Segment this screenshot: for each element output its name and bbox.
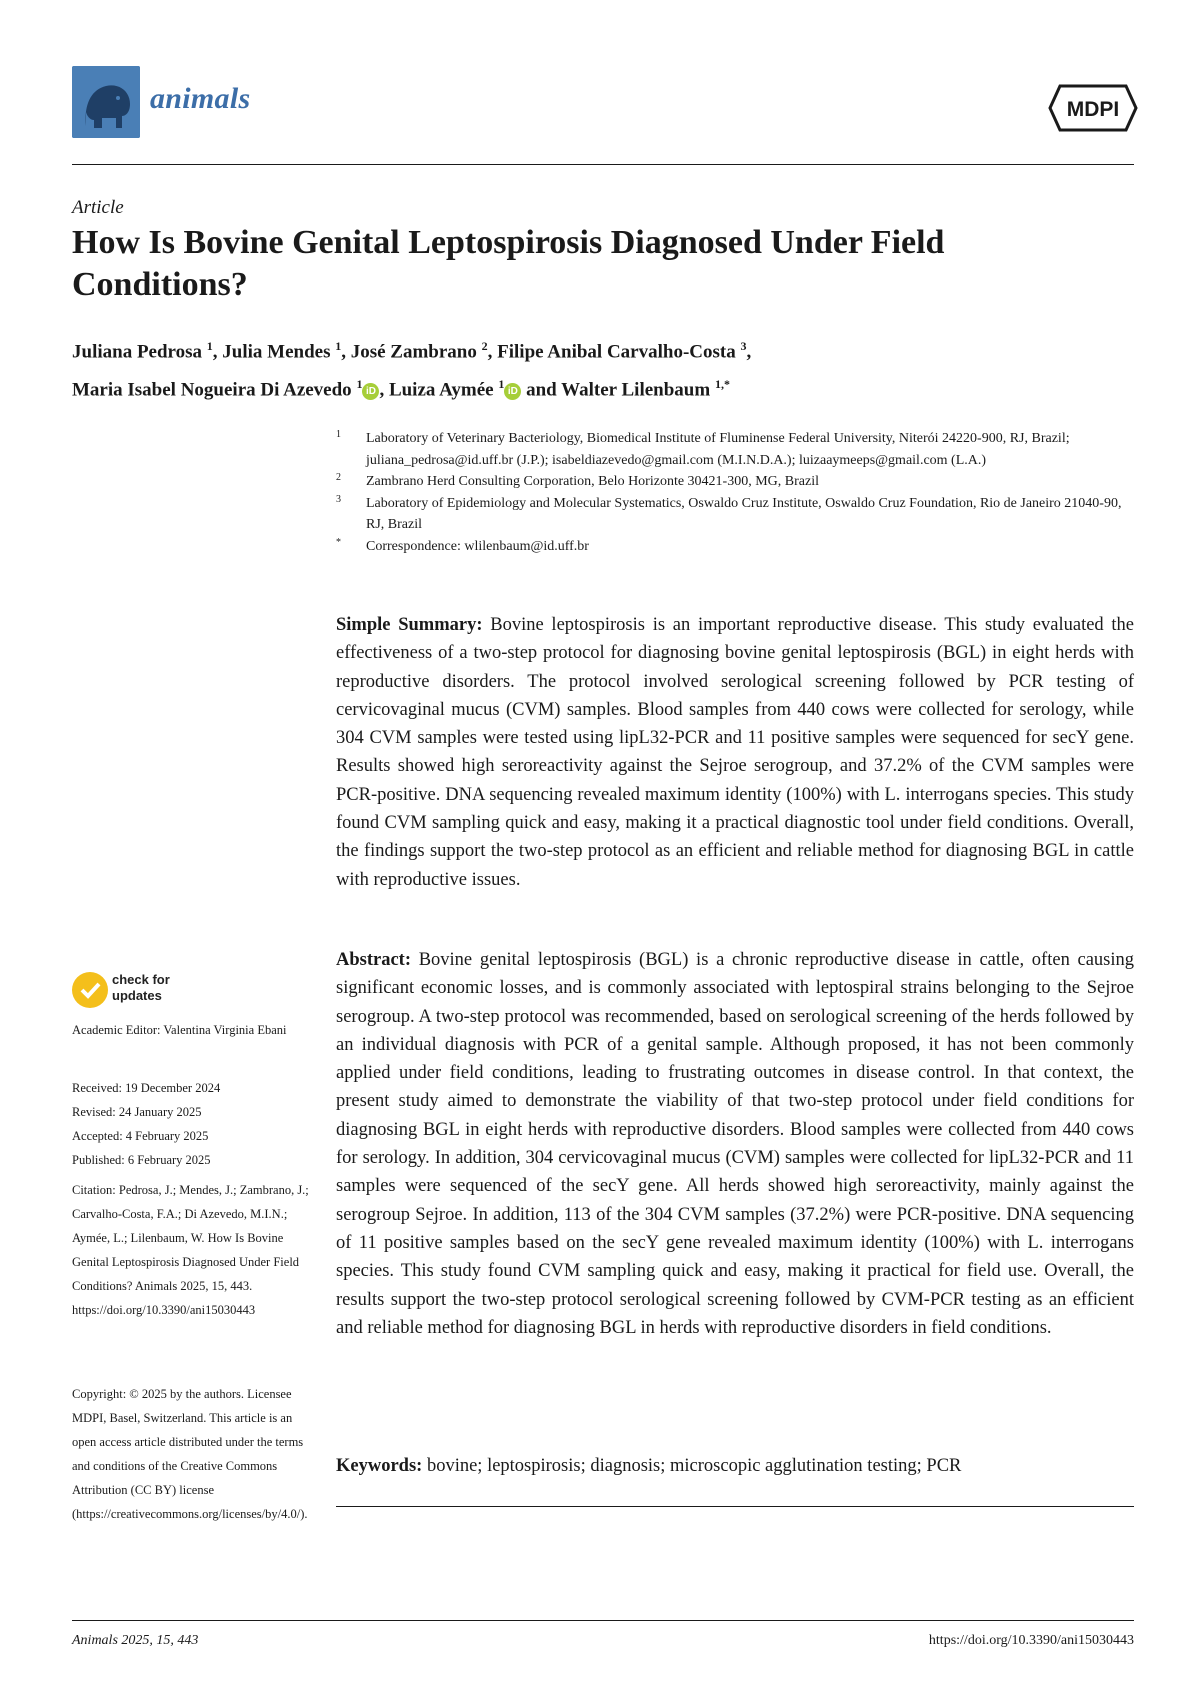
affiliation-text: Zambrano Herd Consulting Corporation, Belo Horizonte 30421-300, MG, Brazil (366, 474, 819, 489)
footer-citation: Animals 2025, 15, 443 (72, 1633, 199, 1648)
check-icon (72, 972, 108, 1008)
author-name[interactable]: Walter Lilenbaum (561, 379, 711, 401)
article-title: How Is Bovine Genital Leptospirosis Diagnosed Under Field Conditions? (72, 224, 945, 303)
keywords (336, 1452, 1134, 1480)
affiliation-marker: 1 (206, 339, 213, 353)
author-connector: and (526, 379, 557, 401)
orcid-icon[interactable]: iD (362, 383, 379, 400)
affiliation-number: 1 (336, 429, 341, 440)
author-name[interactable]: José Zambrano (350, 341, 477, 363)
keywords-divider (336, 1506, 1134, 1507)
affiliation-marker: 1 (356, 377, 363, 392)
publication-dates (72, 1076, 312, 1172)
abstract (336, 946, 1134, 1342)
date-published: Published: 6 February 2025 (72, 1153, 211, 1167)
simple-summary-text: Bovine leptospirosis is an important reproductive disease. This study evaluated the effectiveness of a two-step protocol for diagnosing bovine genital leptospirosis (BGL) in eight herds with reproductive disorders. The protocol involved serological screening followed by PCR testing of cervicovaginal mucus (CVM) samples. Blood samples from 440 cows were collected for serology, while 304 CVM samples were tested using lipL32-PCR and 11 positive samples were sequenced for secY gene. Results showed high seroreactivity against the Sejroe serogroup, and 37.2% of the CVM samples were PCR-positive. DNA sequencing revealed maximum identity (100%) with L. interrogans species. This study found CVM sampling quick and easy, making it a practical diagnostic tool under field conditions. Overall, the findings support the two-step protocol as an efficient and reliable method for diagnosing BGL in cattle with reproductive issues. (336, 615, 1135, 890)
mdpi-logo-text: MDPI (1066, 98, 1120, 121)
mdpi-logo[interactable] (1048, 80, 1138, 136)
simple-summary (336, 611, 1134, 894)
footer-doi-link[interactable]: https://doi.org/10.3390/ani15030443 (928, 1633, 1134, 1648)
journal-logo (72, 66, 140, 138)
author-name[interactable]: Filipe Anibal Carvalho-Costa (497, 341, 736, 363)
affiliation-item (336, 428, 1136, 471)
header-divider (72, 164, 1134, 165)
affiliation-marker: 3 (740, 339, 747, 353)
academic-editor: Academic Editor: Valentina Virginia Ebani (72, 1023, 287, 1037)
footer-divider (72, 1620, 1134, 1621)
affiliation-marker: 1 (498, 377, 505, 392)
correspondence-text[interactable]: Correspondence: wlilenbaum@id.uff.br (366, 538, 589, 554)
abstract-text: Bovine genital leptospirosis (BGL) is a chronic reproductive disease in cattle, often causing significant economic losses, and is commonly associated with leptospiral strains belonging to the Sejroe serogroup. A two-step protocol was recommended, based on serological screening of the herds followed by an individual diagnosis with PCR of a genital sample. Although proposed, it has not been commonly applied under field conditions, leading to frustrating outcomes in disease control. In that context, the present study aimed to demonstrate the viability of that two-step protocol under field conditions for diagnosing BGL in eight herds with reproductive disorders. Blood samples were collected from 440 cows for serology. In addition, 304 cervicovaginal mucus (CVM) samples were collected for lipL32-PCR and 11 samples were sequenced of the secY gene. All herds showed high seroreactivity, mainly against the serogroup Sejroe. In addition, 113 of the 304 CVM samples (37.2%) were PCR-positive. DNA sequencing of 11 positive samples based on the secY gene revealed maximum identity (100%) with L. interrogans species. This study found CVM sampling quick and easy, making it practical for field use. Overall, the results support the two-step protocol serological screening followed by CVM-PCR testing as an efficient and reliable method for diagnosing BGL in herds with reproductive disorders in field conditions. (336, 950, 1135, 1338)
affiliation-text: Laboratory of Epidemiology and Molecular Systematics, Oswaldo Cruz Institute, Oswaldo Cruz Foundation, Rio de Janeiro 21040-90, RJ, Brazil (366, 495, 1122, 532)
abstract-label: Abstract: (336, 950, 412, 970)
affiliation-marker: 1,* (714, 377, 730, 392)
affiliation-number: 3 (336, 493, 341, 505)
affiliation-number: * (336, 536, 341, 548)
affiliation-marker: 1 (335, 339, 342, 353)
affiliation-text: Laboratory of Veterinary Bacteriology, Biomedical Institute of Fluminense Federal University, Niterói 24220-900, RJ, Brazil; juliana_pedrosa@id.uff.br (J.P.); isabeldiazevedo@gmail.com (M.I.N.D.A.); luizaaymeeps@gmail.com (L.A.) (366, 431, 1070, 468)
article-type: Article (72, 197, 124, 218)
check-for-updates-text: check for updates (112, 972, 170, 1003)
simple-summary-label: Simple Summary: (336, 615, 483, 635)
affiliation-number: 2 (336, 472, 341, 483)
elephant-logo-icon (72, 66, 140, 138)
keywords-label: Keywords: (336, 1456, 423, 1476)
author-name[interactable]: Luiza Aymée (388, 379, 494, 401)
author-name[interactable]: Julia Mendes (222, 341, 331, 363)
author-name[interactable]: Juliana Pedrosa (72, 341, 203, 363)
date-received: Received: 19 December 2024 (72, 1081, 221, 1095)
author-list: Juliana Pedrosa $^1$, Julia Mendes $^1$, José Zambrano $^2$, Filipe Anibal Carvalho-Costa $^3$, Maria Isabel Nogueira Di Azevedo $^1$ iD , Luiza Aymée $^1$ iD and Walter Lilenbaum $^{1,*}$ (72, 339, 752, 401)
correspondence-item (336, 536, 1136, 558)
affiliation-item (336, 471, 1136, 493)
date-accepted: Accepted: 4 February 2025 (72, 1129, 209, 1143)
affiliation-marker: 2 (481, 339, 488, 353)
date-revised: Revised: 24 January 2025 (72, 1105, 202, 1119)
affiliations (336, 428, 1136, 557)
keywords-text: bovine; leptospirosis; diagnosis; microscopic agglutination testing; PCR (426, 1456, 962, 1476)
affiliation-item (336, 493, 1136, 536)
copyright-notice[interactable]: Copyright: © 2025 by the authors. Licensee MDPI, Basel, Switzerland. This article is an open access article distributed under the terms and conditions of the Creative Commons Attribution (CC BY) license (https://creativecommons.org/licenses/by/4.0/). (72, 1387, 308, 1521)
citation[interactable]: Citation: Pedrosa, J.; Mendes, J.; Zambrano, J.; Carvalho-Costa, F.A.; Di Azevedo, M.I.N.; Aymée, L.; Lilenbaum, W. How Is Bovine Genital Leptospirosis Diagnosed Under Field Conditions? Animals 2025, 15, 443. https://doi.org/10.3390/ani15030443 (72, 1183, 309, 1317)
journal-name[interactable]: animals (150, 82, 251, 115)
author-name[interactable]: Maria Isabel Nogueira Di Azevedo (72, 379, 352, 401)
orcid-icon[interactable]: iD (504, 383, 521, 400)
check-for-updates-badge[interactable] (72, 970, 192, 1010)
